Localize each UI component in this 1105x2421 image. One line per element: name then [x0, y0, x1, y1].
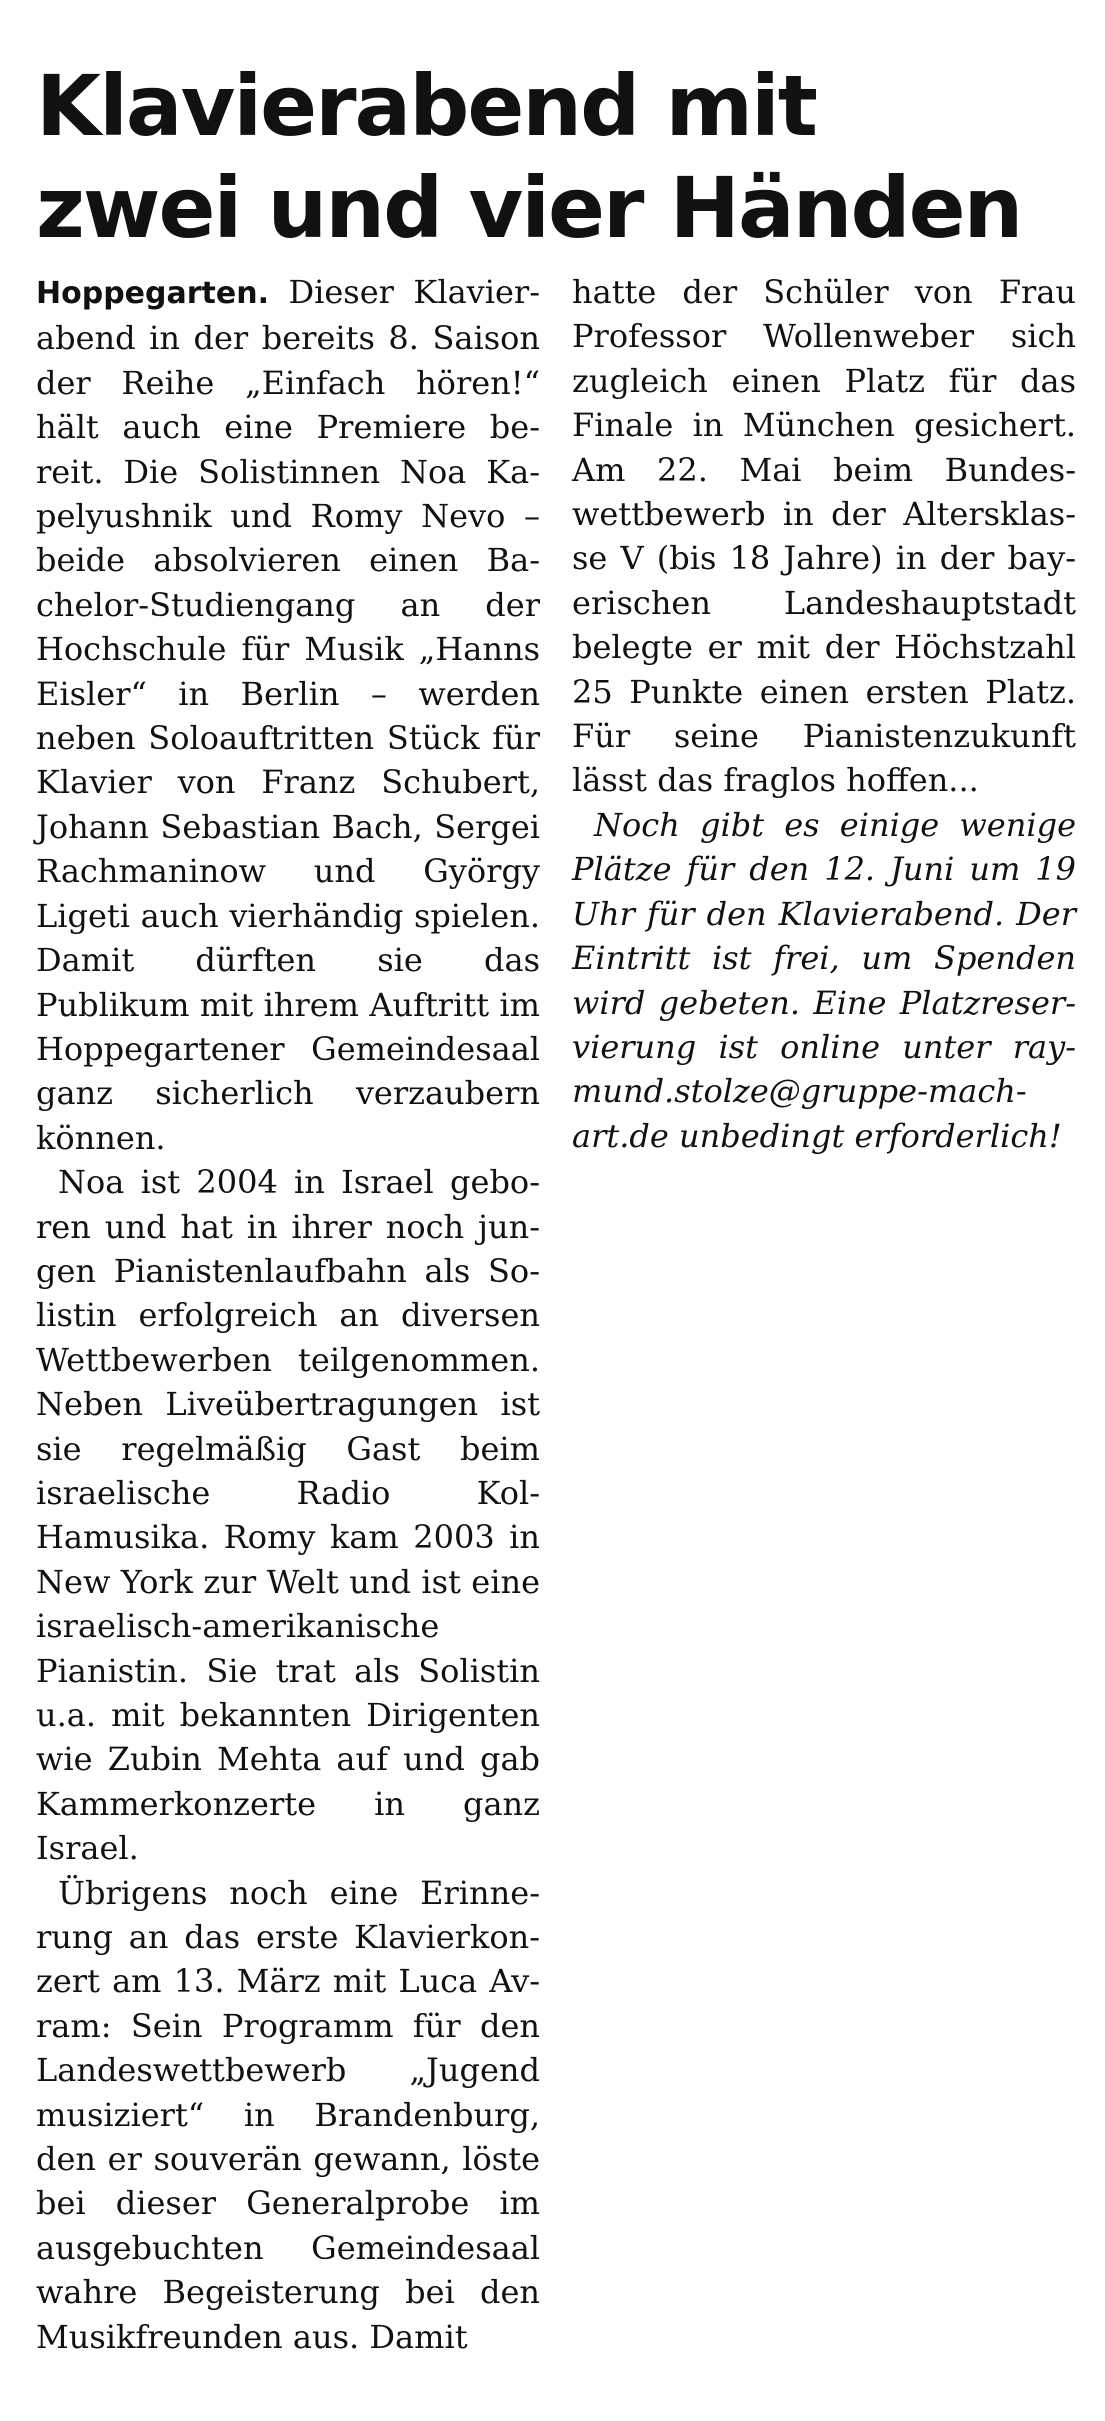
headline-line-1: Klavierabend mit [36, 57, 816, 155]
paragraph-3-part-1: Übrigens noch eine Erinnerung an das erste Klavierkonzert am 13. März mit Luca Avram: Sein Programm für den Landeswettbewerb „Jugend musiziert“ in Brandenburg, den er souverän gewann, löste bei dieser Generalprobe im ausgebuchten Gemeindesaal wahre Begeisterung bei den Musikfreunden aus. Damit [36, 1873, 540, 2356]
paragraph-3-part-2: hatte der Schüler von Frau Professor Wollenweber sich zugleich einen Platz für das Finale in München gesichert. Am 22. Mai beim Bundeswettbewerb in der Altersklasse V (bis 18 Jahre) in der bayerischen Landeshauptstadt belegte er mit der Höchstzahl 25 Punkte einen ersten Platz. Für seine Pianistenzukunft lässt das fraglos hoffen... [572, 273, 1076, 800]
paragraph-1 [36, 270, 540, 1160]
headline-line-2: zwei und vier Händen [36, 159, 1022, 257]
column-left [36, 270, 540, 2359]
column-right [572, 270, 1076, 2359]
paragraph-2: Noa ist 2004 in Israel geboren und hat in ihrer noch jungen Pianistenlaufbahn als Solistin erfolgreich an diversen Wettbewerben teilgenommen. Neben Liveübertragungen ist sie regelmäßig Gast beim israelische Radio Kol-Hamusika. Romy kam 2003 in New York zur Welt und ist eine israelisch-amerikanische Pianistin. Sie trat als Solistin u.a. mit bekannten Dirigenten wie Zubin Mehta auf und gab Kammerkonzerte in ganz Israel. [36, 1163, 540, 1868]
event-info: Noch gibt es einige wenige Plätze für den 12. Juni um 19 Uhr für den Klavierabend. Der Eintritt ist frei, um Spenden wird gebeten. Eine Platzreservierung ist online unter raymund.stolze@gruppe-machart.de unbedingt erforderlich! [572, 805, 1076, 1155]
article-headline [36, 55, 1083, 259]
paragraph-1-text: Dieser Klavierabend in der bereits 8. Saison der Reihe „Einfach hören!“ hält auch eine Premiere bereit. Die Solistinnen Noa Kapelyushnik und Romy Nevo – beide absolvieren einen Bachelor-Studiengang an der Hochschule für Musik „Hanns Eisler“ in Berlin – werden neben Soloauftritten Stück für Klavier von Franz Schubert, Johann Sebastian Bach, Sergei Rachmaninow und György Ligeti auch vierhändig spielen. Damit dürften sie das Publikum mit ihrem Auftritt im Hoppegartener Gemeindesaal ganz sicherlich verzaubern können. [36, 273, 540, 1157]
dateline: Hoppegarten. [36, 276, 269, 311]
article-body [36, 270, 1076, 2359]
